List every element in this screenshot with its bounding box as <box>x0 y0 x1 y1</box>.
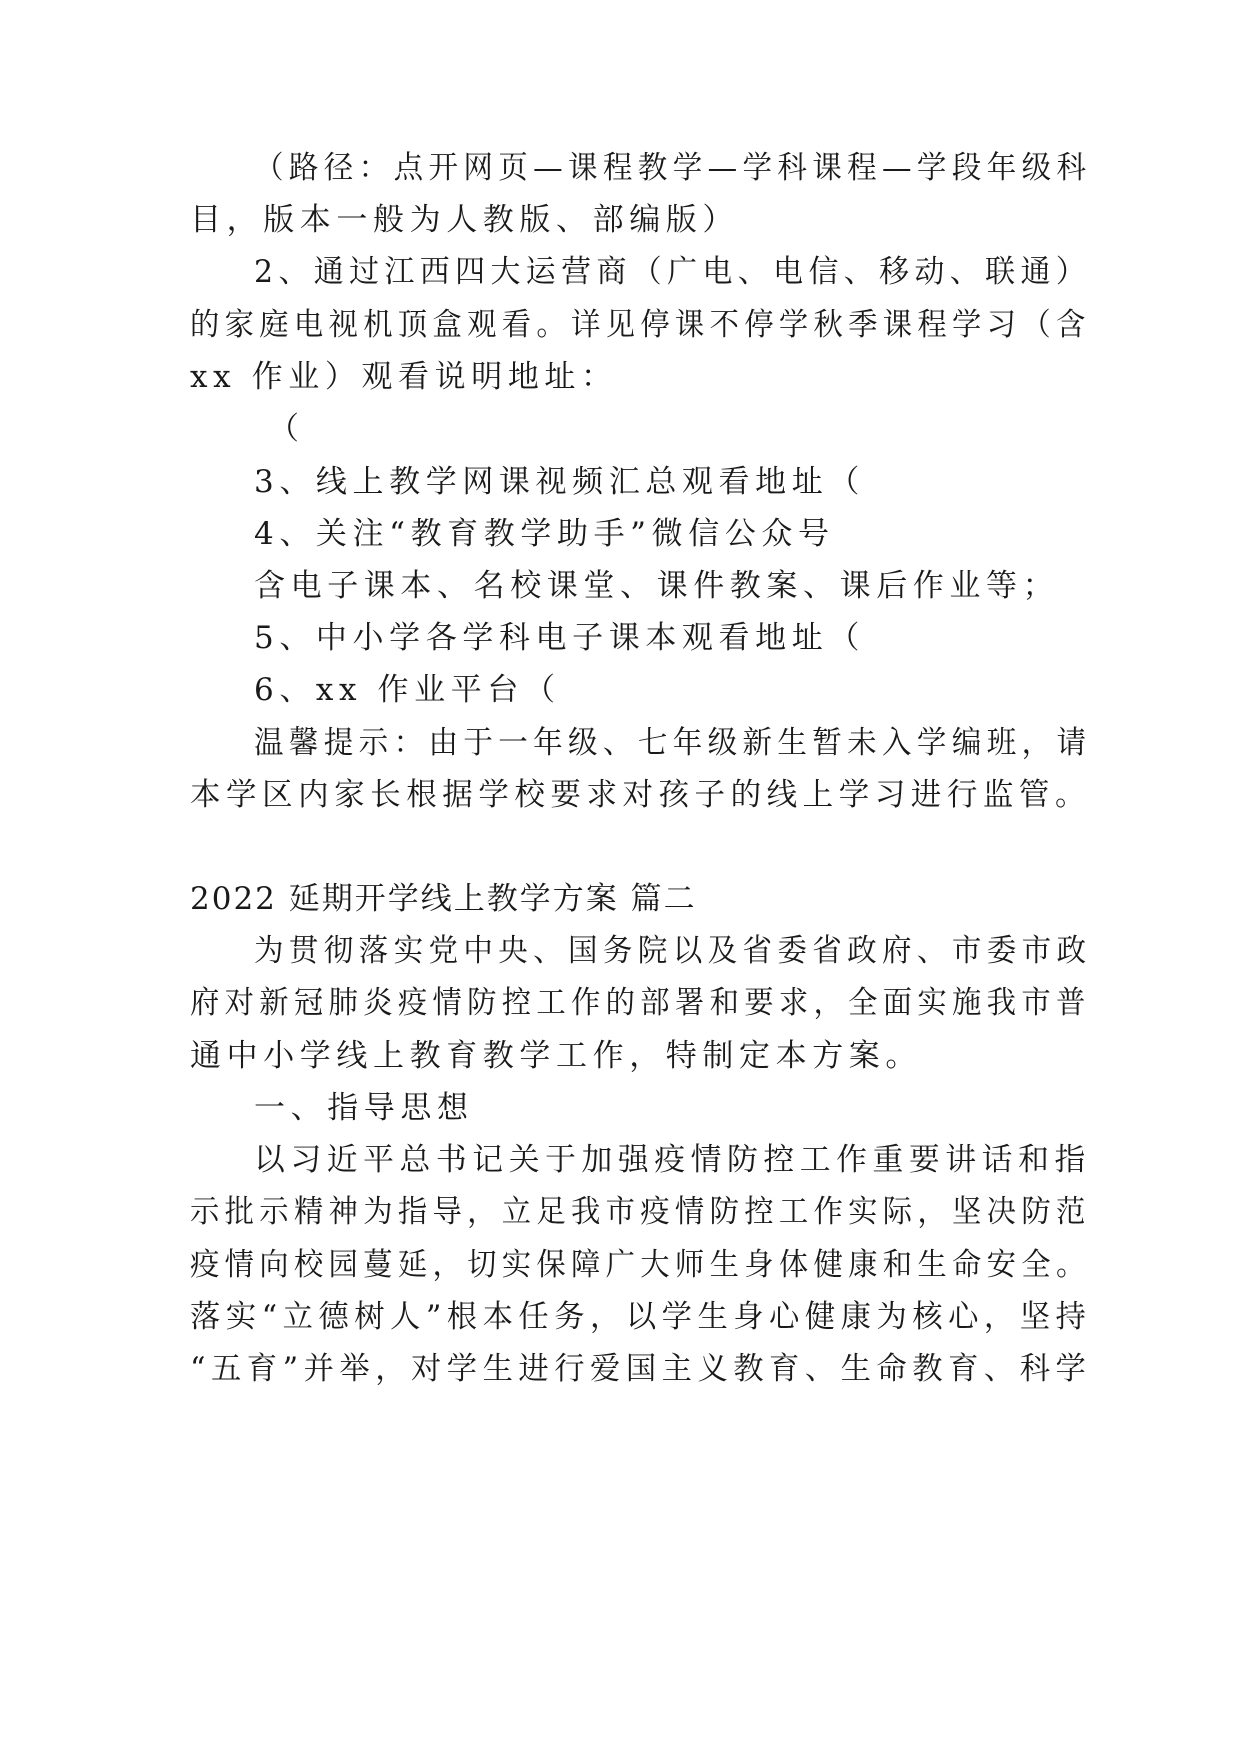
text-line: 温馨提示：由于一年级、七年级新生暂未入学编班，请 <box>254 725 1092 761</box>
text-line: 含电子课本、名校课堂、课件教案、课后作业等； <box>254 568 1060 604</box>
text-line: 2、通过江西四大运营商（广电、电信、移动、联通） <box>254 254 1092 290</box>
text-line: xx 作业）观看说明地址： <box>190 359 618 395</box>
text-line: 以习近平总书记关于加强疫情防控工作重要讲话和指 <box>254 1142 1091 1178</box>
text-line: （路径：点开网页—课程教学—学科课程—学段年级科 <box>254 150 1092 186</box>
text-line: 府对新冠肺炎疫情防控工作的部署和要求，全面实施我市普 <box>190 985 1091 1021</box>
text-line: 的家庭电视机顶盒观看。详见停课不停学秋季课程学习（含 <box>190 307 1091 343</box>
text-line: 落实“立德树人”根本任务，以学生身心健康为核心，坚持 <box>190 1299 1092 1335</box>
text-line: 4、关注“教育教学助手”微信公众号 <box>254 516 835 552</box>
text-line: 3、线上教学网课视频汇总观看地址（ <box>254 464 865 500</box>
text-line: 目，版本一般为人教版、部编版） <box>190 202 739 238</box>
text-line: 本学区内家长根据学校要求对孩子的线上学习进行监管。 <box>190 777 1092 813</box>
section-heading: 2022 延期开学线上教学方案 篇二 <box>190 881 697 917</box>
text-line: 5、中小学各学科电子课本观看地址（ <box>254 620 865 656</box>
text-line: 示批示精神为指导，立足我市疫情防控工作实际，坚决防范 <box>190 1194 1091 1230</box>
text-line: 通中小学线上教育教学工作，特制定本方案。 <box>190 1038 922 1074</box>
text-line: 6、xx 作业平台（ <box>254 672 561 708</box>
text-line: 疫情向校园蔓延，切实保障广大师生身体健康和生命安全。 <box>190 1247 1091 1283</box>
text-line: （ <box>268 411 305 447</box>
text-line: “五育”并举，对学生进行爱国主义教育、生命教育、科学 <box>190 1351 1092 1387</box>
text-line: 为贯彻落实党中央、国务院以及省委省政府、市委市政 <box>254 933 1092 969</box>
subsection-heading: 一、指导思想 <box>254 1090 474 1126</box>
